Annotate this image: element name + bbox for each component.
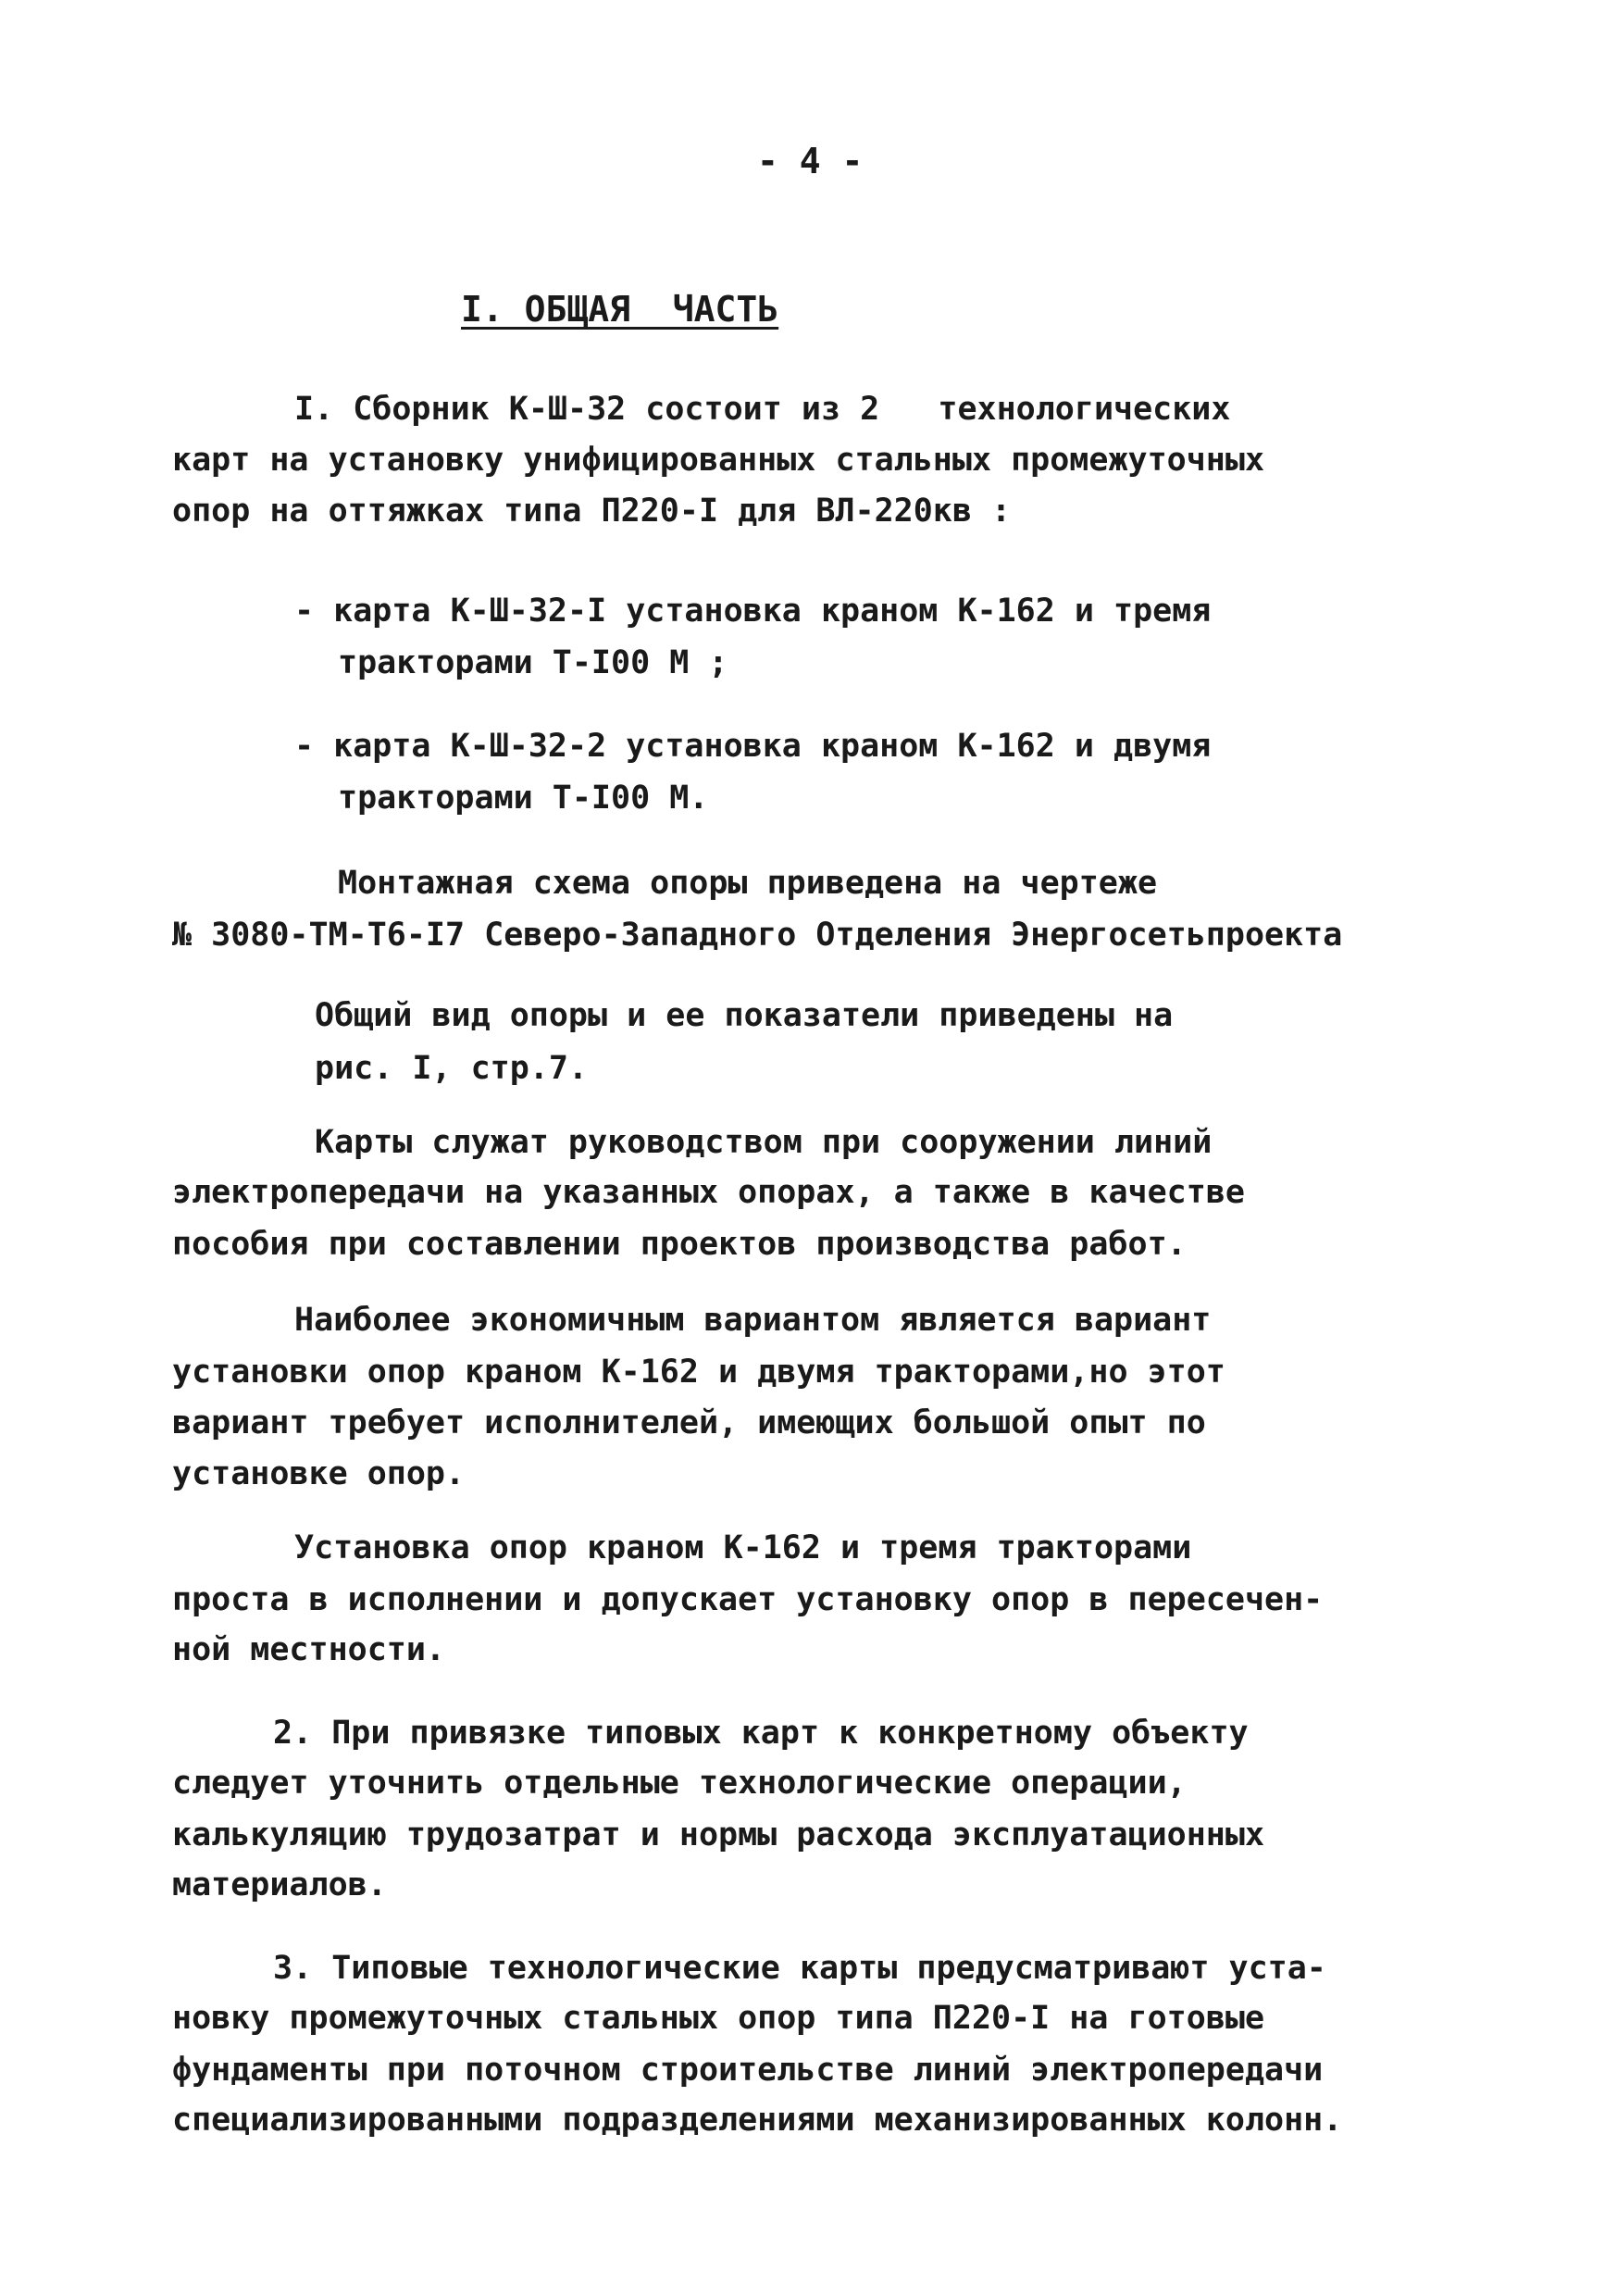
section-title: I. ОБЩАЯ ЧАСТЬ [461,289,779,330]
montage-line-2: № 3080-ТМ-Т6-I7 Северо-Западного Отделения Энергосетьпроекта [172,917,1343,954]
list-item-2-line-2: тракторами Т-I00 М. [338,780,709,817]
general-view-line-2: рис. I, стр.7. [315,1050,589,1087]
economical-line-3: вариант требует исполнителей, имеющих большой опыт по [172,1404,1206,1441]
paragraph-3-line-4: специализированными подразделениями механизированных колонн. [172,2102,1343,2139]
list-item-1-line-1: - карта К-Ш-32-I установка краном К-162 и тремя [294,593,1212,630]
economical-line-2: установки опор краном К-162 и двумя тракторами,но этот [172,1354,1225,1391]
paragraph-2-line-2: следует уточнить отдельные технологические операции, [172,1765,1187,1802]
general-view-line-1: Общий вид опоры и ее показатели приведены на [315,997,1174,1034]
paragraph-1-line-2: карт на установку унифицированных стальных промежуточных [172,442,1265,479]
paragraph-2-line-1: 2. При привязке типовых карт к конкретному объекту [273,1715,1249,1752]
list-item-2-line-1: - карта К-Ш-32-2 установка краном К-162 и двумя [294,728,1212,765]
paragraph-3-line-2: новку промежуточных стальных опор типа П220-I на готовые [172,2000,1265,2037]
paragraph-2-line-3: калькуляцию трудозатрат и нормы расхода эксплуатационных [172,1816,1265,1853]
maps-line-2: электропередачи на указанных опорах, а также в качестве [172,1174,1245,1211]
installation-line-3: ной местности. [172,1631,446,1668]
maps-line-3: пособия при составлении проектов производства работ. [172,1226,1187,1263]
paragraph-2-line-4: материалов. [172,1866,387,1903]
montage-line-1: Монтажная схема опоры приведена на чертеже [338,865,1158,902]
page-number: - 4 - [757,141,864,181]
paragraph-1-line-1: I. Сборник К-Ш-32 состоит из 2 технологических [294,391,1231,428]
economical-line-4: установке опор. [172,1455,466,1492]
installation-line-1: Установка опор краном К-162 и тремя тракторами [294,1529,1192,1566]
installation-line-2: проста в исполнении и допускает установку опор в пересечен- [172,1581,1324,1618]
paragraph-1-line-3: опор на оттяжках типа П220-I для ВЛ-220кв : [172,493,1012,530]
maps-line-1: Карты служат руководством при сооружении линий [315,1124,1213,1161]
paragraph-3-line-1: 3. Типовые технологические карты предусматривают уста- [273,1950,1326,1987]
list-item-1-line-2: тракторами Т-I00 М ; [338,644,728,681]
economical-line-1: Наиболее экономичным вариантом является вариант [294,1302,1212,1339]
paragraph-3-line-3: фундаменты при поточном строительстве линий электропередачи [172,2052,1324,2089]
